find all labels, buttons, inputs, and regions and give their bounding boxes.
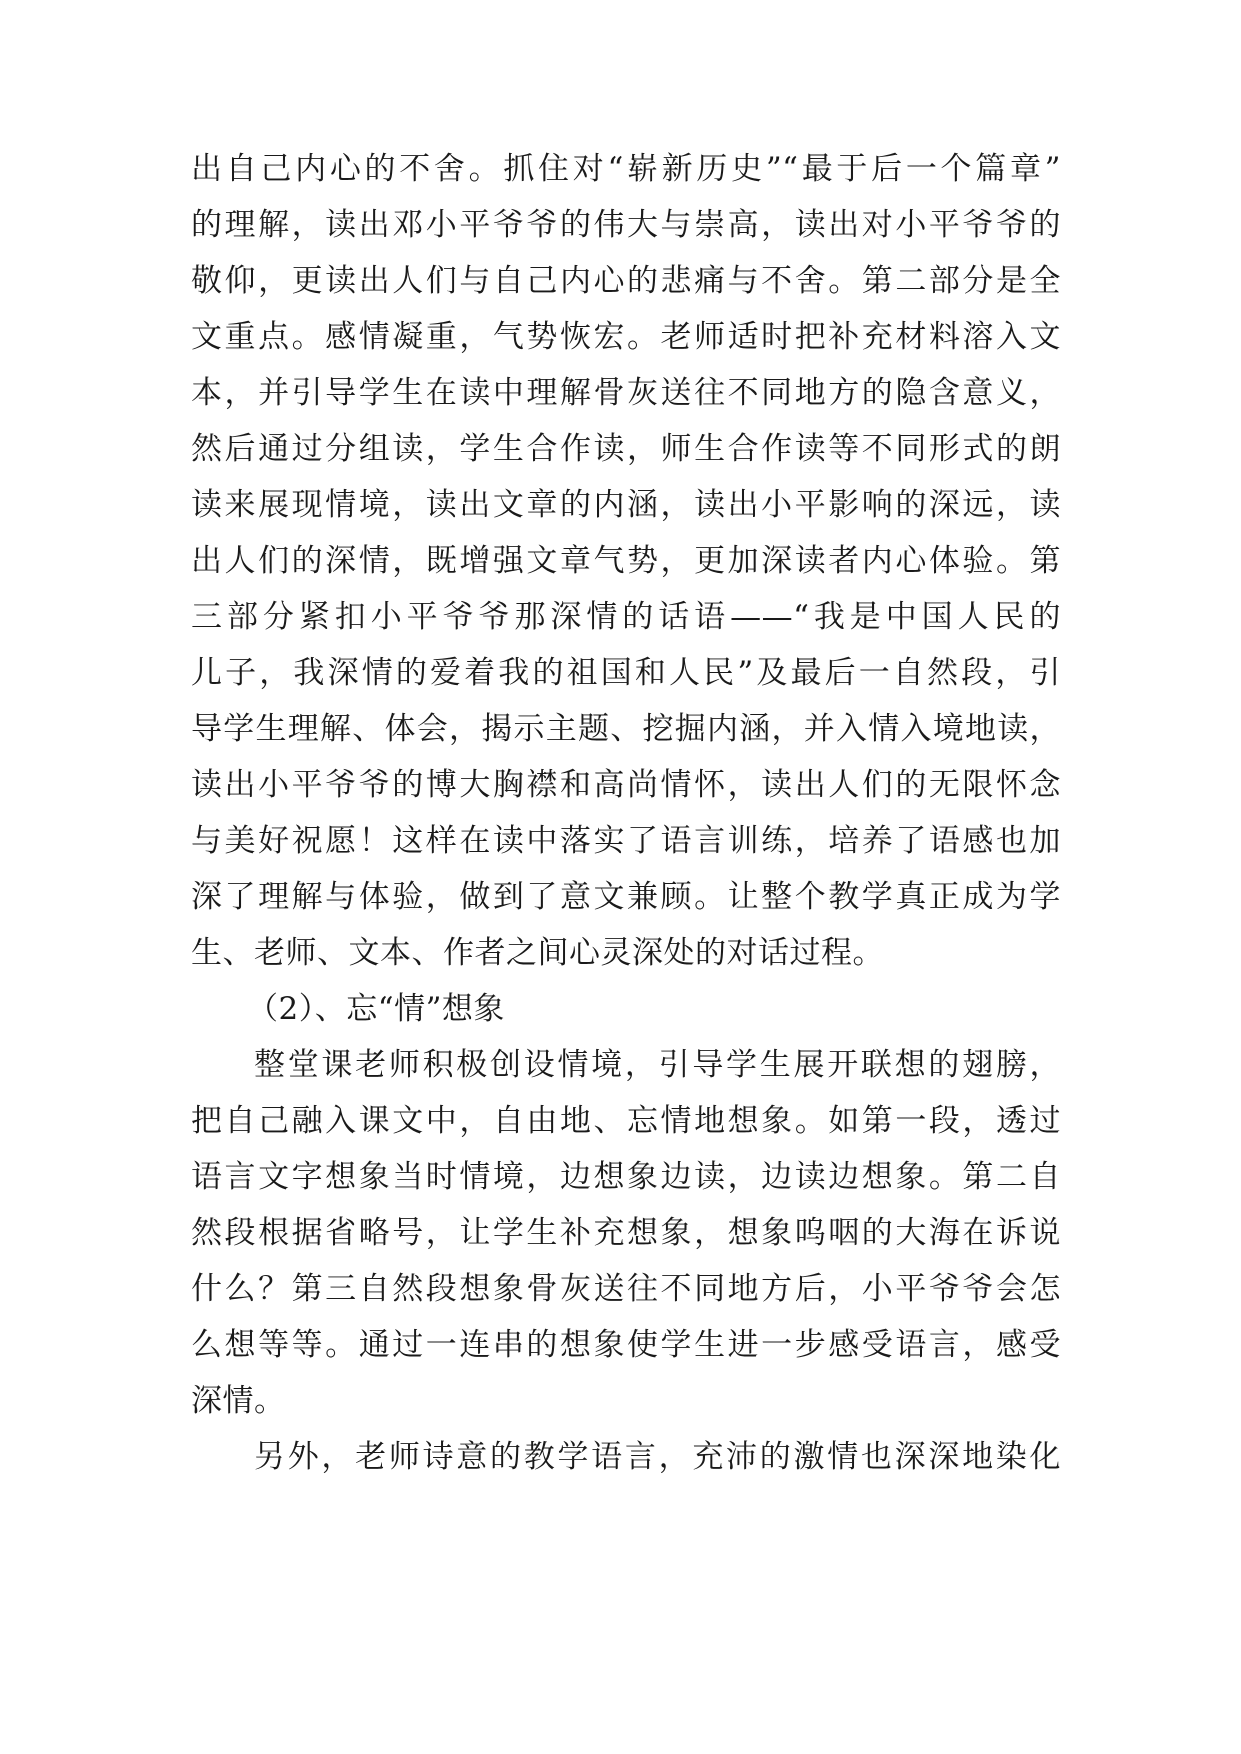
text-line: 与美好祝愿！这样在读中落实了语言训练，培养了语感也加 xyxy=(191,823,1061,859)
text-line: 把自己融入课文中，自由地、忘情地想象。如第一段，透过 xyxy=(191,1103,1061,1139)
text-line: 敬仰，更读出人们与自己内心的悲痛与不舍。第二部分是全 xyxy=(191,263,1061,299)
text-line: 另外，老师诗意的教学语言，充沛的激情也深深地染化 xyxy=(254,1439,1061,1475)
text-line: 深了理解与体验，做到了意文兼顾。让整个教学真正成为学 xyxy=(191,879,1061,915)
text-line: 导学生理解、体会，揭示主题、挖掘内涵，并入情入境地读， xyxy=(191,711,1061,747)
text-line: 三部分紧扣小平爷爷那深情的话语——“我是中国人民的 xyxy=(191,599,1061,635)
text-line: 语言文字想象当时情境，边想象边读，边读边想象。第二自 xyxy=(191,1159,1061,1195)
text-line: 深情。 xyxy=(191,1383,286,1419)
text-line: 本，并引导学生在读中理解骨灰送往不同地方的隐含意义， xyxy=(191,375,1061,411)
text-line: 读出小平爷爷的博大胸襟和高尚情怀，读出人们的无限怀念 xyxy=(191,767,1061,803)
text-line: 儿子，我深情的爱着我的祖国和人民”及最后一自然段，引 xyxy=(191,655,1061,691)
section-heading: （2）、忘“情”想象 xyxy=(247,991,505,1027)
text-line: 整堂课老师积极创设情境，引导学生展开联想的翅膀， xyxy=(254,1047,1061,1083)
text-line: 出人们的深情，既增强文章气势，更加深读者内心体验。第 xyxy=(191,543,1061,579)
text-line: 么想等等。通过一连串的想象使学生进一步感受语言，感受 xyxy=(191,1327,1061,1363)
text-line: 什么？第三自然段想象骨灰送往不同地方后，小平爷爷会怎 xyxy=(191,1271,1061,1307)
text-line: 出自己内心的不舍。抓住对“崭新历史”“最于后一个篇章” xyxy=(191,151,1061,187)
text-line: 然段根据省略号，让学生补充想象，想象呜咽的大海在诉说 xyxy=(191,1215,1061,1251)
text-line: 读来展现情境，读出文章的内涵，读出小平影响的深远，读 xyxy=(191,487,1061,523)
text-line: 生、老师、文本、作者之间心灵深处的对话过程。 xyxy=(191,935,884,971)
text-line: 文重点。感情凝重，气势恢宏。老师适时把补充材料溶入文 xyxy=(191,319,1061,355)
text-line: 然后通过分组读，学生合作读，师生合作读等不同形式的朗 xyxy=(191,431,1061,467)
text-line: 的理解，读出邓小平爷爷的伟大与崇高，读出对小平爷爷的 xyxy=(191,207,1061,243)
